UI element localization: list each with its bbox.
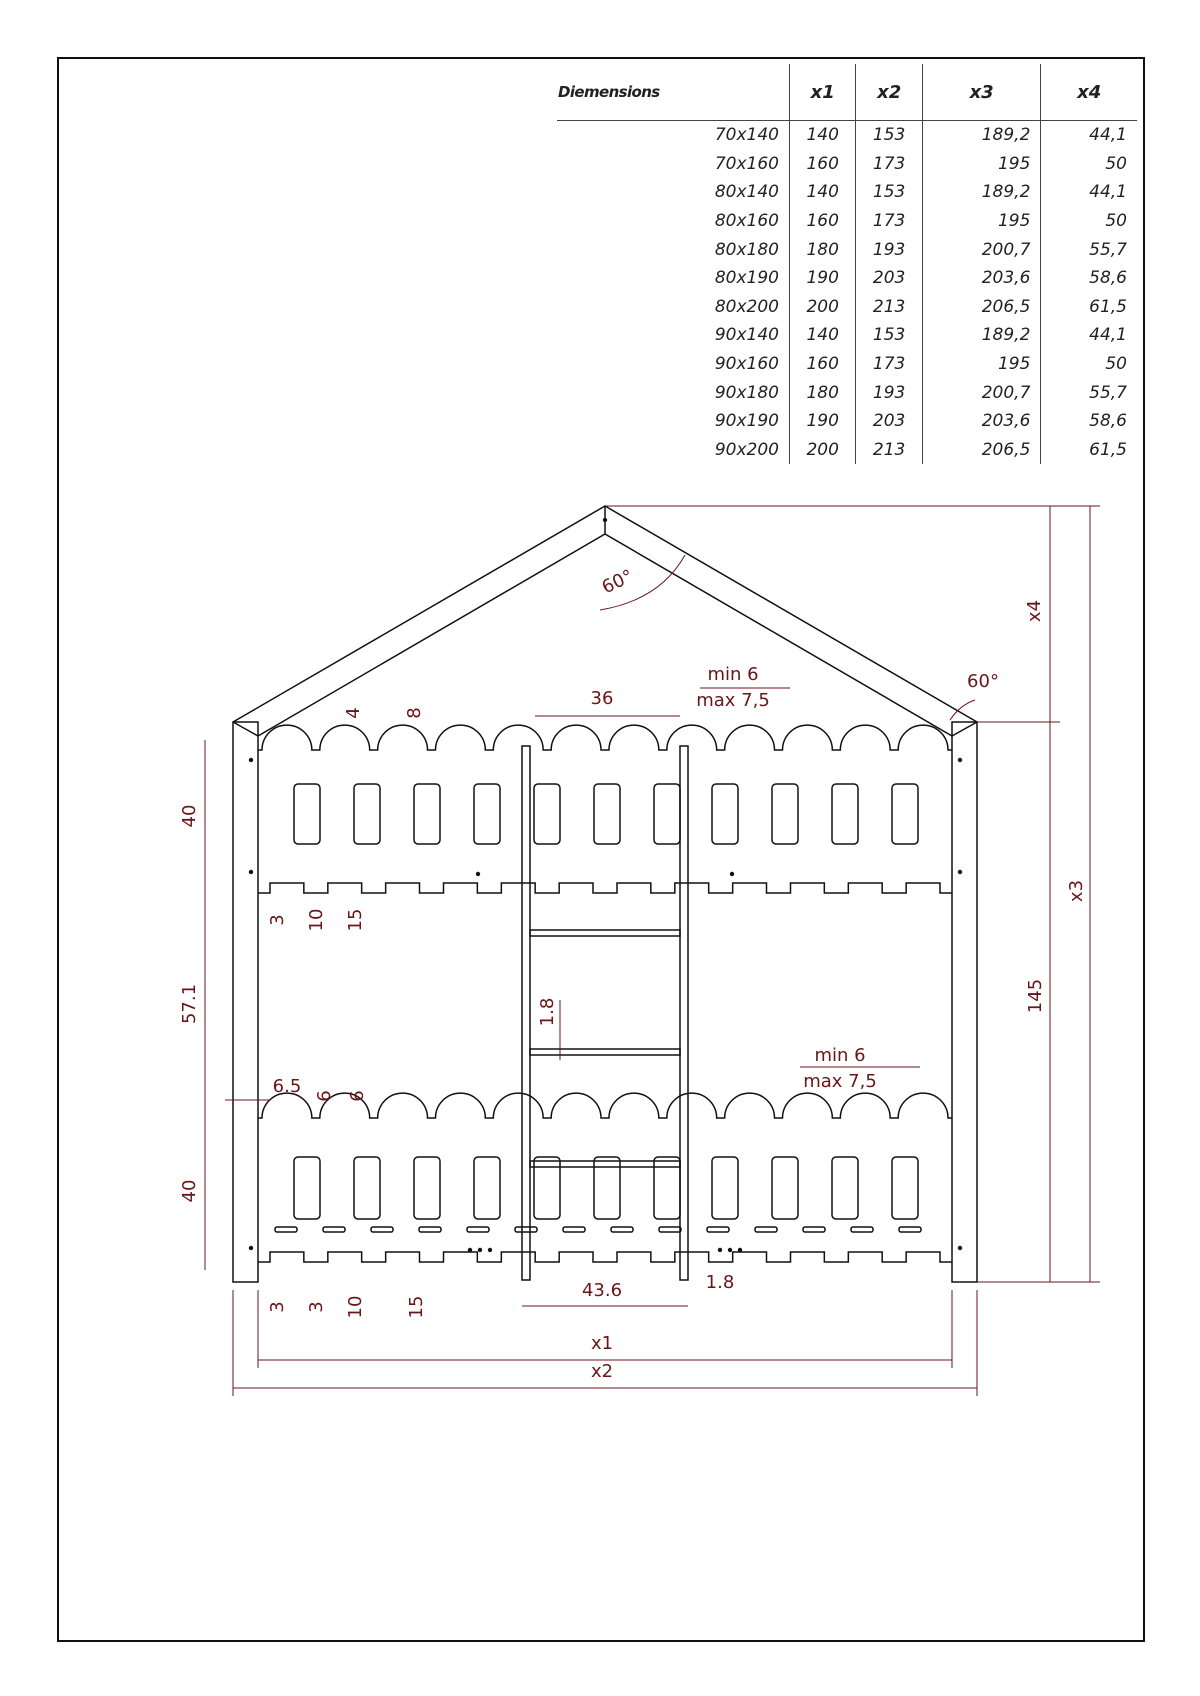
upper-panel-label: 40 (179, 804, 200, 828)
screw-dot (249, 758, 253, 762)
cell-size: 90x160 (714, 354, 779, 375)
cell-x4: 50 (1041, 350, 1137, 379)
left-post (233, 722, 258, 1282)
screw-dot (738, 1248, 742, 1252)
lower-c-label: 10 (345, 1295, 366, 1319)
cell-x3: 203,6 (922, 264, 1041, 293)
cell-x2: 153 (856, 121, 922, 150)
cell-size: 90x140 (714, 325, 779, 346)
cell-size: 80x160 (714, 211, 779, 232)
ladder-rung (530, 1161, 680, 1167)
screw-dot (478, 1248, 482, 1252)
slat-slot (611, 1227, 633, 1232)
ladder-rung (530, 930, 680, 936)
slat-slot (515, 1227, 537, 1232)
lower-b-label: 3 (306, 1301, 327, 1313)
slat-slot (467, 1227, 489, 1232)
rail-height-upper-label: 8 (404, 707, 425, 719)
cell-x1: 190 (790, 407, 856, 436)
upper-rail-slot (594, 784, 620, 844)
height-145-label: 145 (1025, 978, 1046, 1014)
upper-rail-slot (654, 784, 680, 844)
cell-x4: 44,1 (1041, 321, 1137, 350)
cell-x2: 173 (856, 350, 922, 379)
cell-size: 70x140 (714, 125, 779, 146)
cell-x3: 189,2 (922, 178, 1041, 207)
slat-slot (275, 1227, 297, 1232)
screw-dot (468, 1248, 472, 1252)
cell-x3: 203,6 (922, 407, 1041, 436)
cell-x4: 55,7 (1041, 378, 1137, 407)
bed-geometry (233, 506, 977, 1282)
slot-min-upper-label: min 6 (707, 664, 759, 685)
lower-rail-slot (892, 1157, 918, 1219)
screw-dot (488, 1248, 492, 1252)
slat-slot (659, 1227, 681, 1232)
lower-rail-slot (294, 1157, 320, 1219)
upper-rail-slot (892, 784, 918, 844)
ladder-left-rail (522, 746, 530, 1280)
screw-dot (730, 872, 734, 876)
cell-x3: 195 (922, 207, 1041, 236)
cell-x3: 189,2 (922, 321, 1041, 350)
lower-d-label: 15 (406, 1295, 427, 1319)
cell-x4: 61,5 (1041, 293, 1137, 322)
roof-angle-top-label: 60° (598, 565, 637, 599)
upper-rail-top (258, 725, 952, 750)
slat-slot (899, 1227, 921, 1232)
upper-rail-slot (712, 784, 738, 844)
lower-a-label: 3 (267, 1301, 288, 1313)
screw-dot (249, 1246, 253, 1250)
cell-x3: 206,5 (922, 293, 1041, 322)
x4-label: x4 (1024, 599, 1045, 623)
cell-x4: 61,5 (1041, 436, 1137, 465)
screw-dot (728, 1248, 732, 1252)
upper-rail-bottom (258, 883, 952, 893)
right-post (952, 722, 977, 1282)
header-x1: x1 (790, 64, 856, 121)
lower-rail-slot (832, 1157, 858, 1219)
cell-x2: 173 (856, 150, 922, 179)
lower-6b-label: 6 (347, 1090, 368, 1102)
slat-slot (755, 1227, 777, 1232)
lower-panel-label: 40 (179, 1179, 200, 1203)
upper-c-label: 15 (345, 908, 366, 932)
screw-dot (476, 872, 480, 876)
ladder-right-rail (680, 746, 688, 1280)
cell-size: 90x190 (714, 411, 779, 432)
cell-x2: 203 (856, 264, 922, 293)
cell-x2: 213 (856, 293, 922, 322)
screw-dot (718, 1248, 722, 1252)
upper-rail-slot (294, 784, 320, 844)
upper-rail-slot (772, 784, 798, 844)
cell-x3: 195 (922, 350, 1041, 379)
upper-rail-slot (534, 784, 560, 844)
upper-rail-slot (414, 784, 440, 844)
slat-slot (371, 1227, 393, 1232)
side-6-5-label: 6.5 (272, 1076, 302, 1097)
cell-x1: 140 (790, 121, 856, 150)
slot-max-upper-label: max 7,5 (696, 690, 770, 711)
cell-x1: 160 (790, 150, 856, 179)
roof-edge-left (233, 722, 258, 736)
upper-rail-slot (832, 784, 858, 844)
header-x2: x2 (856, 64, 922, 121)
cell-x1: 200 (790, 436, 856, 465)
cell-x2: 173 (856, 207, 922, 236)
slat-slot (323, 1227, 345, 1232)
x1-label: x1 (590, 1333, 614, 1354)
lower-rail-slot (354, 1157, 380, 1219)
cell-x3: 189,2 (922, 121, 1041, 150)
cell-x3: 206,5 (922, 436, 1041, 465)
cell-x1: 180 (790, 235, 856, 264)
lower-6a-label: 6 (314, 1090, 335, 1102)
upper-b-label: 10 (306, 908, 327, 932)
x3-label: x3 (1066, 879, 1087, 903)
cell-size: 80x180 (714, 239, 779, 260)
cell-x4: 55,7 (1041, 235, 1137, 264)
header-x4: x4 (1041, 64, 1137, 121)
cell-x1: 140 (790, 321, 856, 350)
cell-size: 70x160 (714, 153, 779, 174)
slat-slot (419, 1227, 441, 1232)
cell-x1: 180 (790, 378, 856, 407)
cell-size: 80x190 (714, 268, 779, 289)
slat-slot (563, 1227, 585, 1232)
upper-a-label: 3 (267, 914, 288, 926)
screw-dot (249, 870, 253, 874)
board-1-8-label: 1.8 (705, 1272, 735, 1293)
middle-gap-label: 57.1 (179, 983, 200, 1025)
screw-dot (958, 870, 962, 874)
screw-dot (958, 758, 962, 762)
cell-x2: 203 (856, 407, 922, 436)
cell-size: 80x200 (714, 296, 779, 317)
cell-x4: 44,1 (1041, 121, 1137, 150)
cell-x3: 200,7 (922, 235, 1041, 264)
cell-x1: 160 (790, 207, 856, 236)
header-x3: x3 (922, 64, 1041, 121)
slat-slot (851, 1227, 873, 1232)
screw-dot (958, 1246, 962, 1250)
cell-x1: 160 (790, 350, 856, 379)
cell-x2: 153 (856, 178, 922, 207)
cell-x4: 58,6 (1041, 407, 1137, 436)
lower-rail-slot (414, 1157, 440, 1219)
slat-slot (707, 1227, 729, 1232)
cell-x3: 195 (922, 150, 1041, 179)
eave-angle-arc (950, 700, 975, 720)
ladder-width-top-label: 36 (590, 688, 614, 709)
lower-rail-slot (474, 1157, 500, 1219)
cell-x4: 44,1 (1041, 178, 1137, 207)
roof-edge-right (952, 722, 977, 736)
upper-rail-slot (474, 784, 500, 844)
header-dimensions: Diemensions (557, 64, 790, 121)
lower-rail-slot (712, 1157, 738, 1219)
slot-max-lower-label: max 7,5 (803, 1071, 877, 1092)
x2-label: x2 (590, 1361, 614, 1382)
cell-x3: 200,7 (922, 378, 1041, 407)
cell-x2: 213 (856, 436, 922, 465)
rail-gap-upper-label: 4 (343, 707, 364, 719)
screw-dot (603, 518, 607, 522)
lower-rail-bottom (258, 1252, 952, 1262)
roof-angle-eave-label: 60° (967, 671, 999, 692)
upper-rail-slot (354, 784, 380, 844)
cell-size: 90x180 (714, 382, 779, 403)
cell-x2: 153 (856, 321, 922, 350)
ladder-width-bottom-label: 43.6 (581, 1280, 623, 1301)
ladder-rung (530, 1049, 680, 1055)
cell-x1: 200 (790, 293, 856, 322)
cell-x1: 140 (790, 178, 856, 207)
cell-x2: 193 (856, 235, 922, 264)
cell-x4: 50 (1041, 207, 1137, 236)
cell-size: 90x200 (714, 439, 779, 460)
cell-x2: 193 (856, 378, 922, 407)
lower-rail-slot (772, 1157, 798, 1219)
cell-x4: 50 (1041, 150, 1137, 179)
slat-slot (803, 1227, 825, 1232)
cell-size: 80x140 (714, 182, 779, 203)
cell-x1: 190 (790, 264, 856, 293)
slot-min-lower-label: min 6 (814, 1045, 866, 1066)
cell-x4: 58,6 (1041, 264, 1137, 293)
rung-label: 1.8 (537, 997, 558, 1027)
